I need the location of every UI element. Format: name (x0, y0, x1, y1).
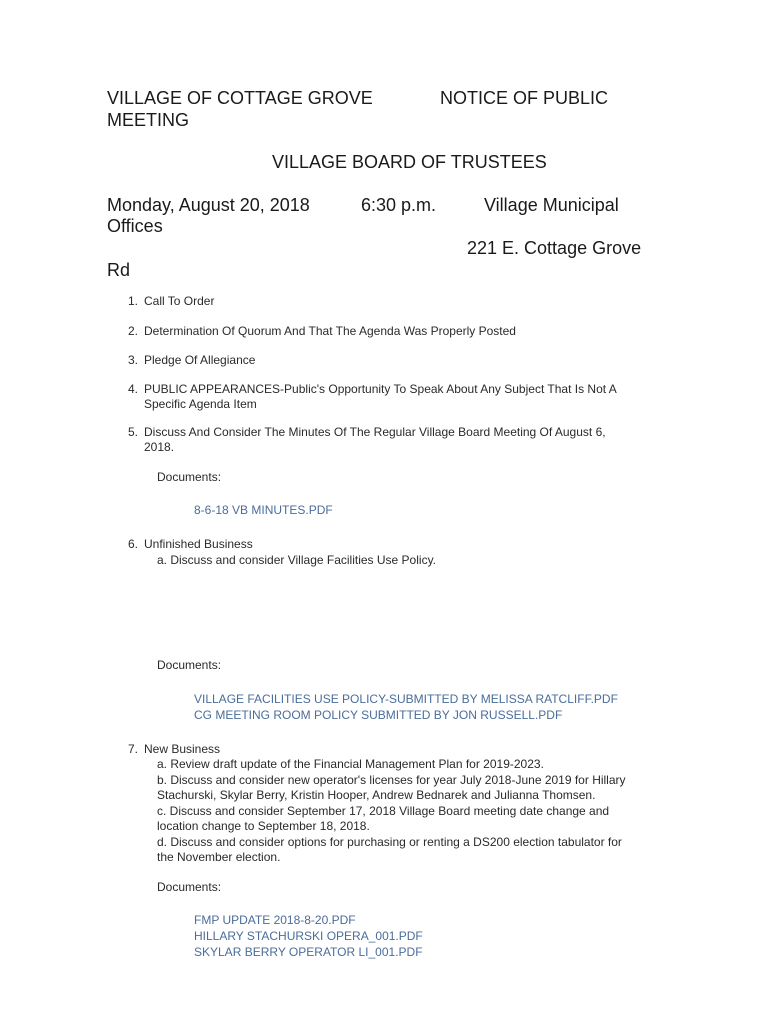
agenda-item-minutes-continued: 2018. (144, 440, 175, 454)
meeting-location-continued: Offices (107, 216, 163, 236)
document-link[interactable]: VILLAGE FACILITIES USE POLICY-SUBMITTED BY MELISSA RATCLIFF.PDF (194, 692, 618, 706)
agenda-item-number: 1. (127, 294, 138, 308)
documents-label: Documents: (157, 880, 222, 894)
agenda-item-number: 7. (127, 742, 138, 756)
agenda-item-minutes: Discuss And Consider The Minutes Of The Regular Village Board Meeting Of August 6, (144, 425, 606, 439)
agenda-item-number: 4. (127, 382, 138, 396)
agenda-subitem-line: a. Review draft update of the Financial Management Plan for 2019-2023. (157, 757, 544, 771)
village-name: VILLAGE OF COTTAGE GROVE (107, 88, 373, 108)
notice-title-continued: MEETING (107, 110, 190, 130)
agenda-subitem-line: the November election. (157, 850, 281, 864)
agenda-item-new-business: New Business (144, 742, 221, 756)
agenda-subitem-line: d. Discuss and consider options for purchasing or renting a DS200 election tabulator for (157, 834, 622, 849)
agenda-item-unfinished-business: Unfinished Business (144, 537, 253, 551)
notice-title: NOTICE OF PUBLIC (440, 88, 609, 108)
agenda-item-public-appearances-continued: Specific Agenda Item (144, 397, 257, 411)
documents-label: Documents: (157, 470, 222, 484)
document-link[interactable]: 8-6-18 VB MINUTES.PDF (194, 503, 333, 517)
agenda-subitems-new-business (157, 757, 626, 866)
document-link[interactable]: SKYLAR BERRY OPERATOR LI_001.PDF (194, 945, 423, 959)
document-link[interactable]: FMP UPDATE 2018-8-20.PDF (194, 913, 356, 927)
agenda-subitem-line: c. Discuss and consider September 17, 2018 Village Board meeting date change and (157, 803, 610, 818)
meeting-time: 6:30 p.m. (361, 195, 437, 215)
agenda-item-quorum: Determination Of Quorum And That The Agenda Was Properly Posted (144, 324, 516, 338)
agenda-item-number: 5. (127, 425, 138, 439)
meeting-address: 221 E. Cottage Grove (467, 238, 642, 258)
meeting-date: Monday, August 20, 2018 (107, 195, 310, 215)
meeting-location: Village Municipal (484, 195, 619, 215)
agenda-item-number: 2. (127, 324, 138, 338)
board-title: VILLAGE BOARD OF TRUSTEES (272, 152, 547, 172)
document-link[interactable]: CG MEETING ROOM POLICY SUBMITTED BY JON RUSSELL.PDF (194, 708, 563, 722)
agenda-subitem-line: location change to September 18, 2018. (157, 819, 370, 833)
meeting-address-continued: Rd (107, 260, 131, 280)
agenda-subitem-line: b. Discuss and consider new operator's licenses for year July 2018-June 2019 for Hillary (157, 772, 626, 787)
agenda-item-call-to-order: Call To Order (144, 294, 215, 308)
agenda-item-number: 6. (127, 537, 138, 551)
agenda-subitem-line: Stachurski, Skylar Berry, Kristin Hooper, Andrew Bednarek and Julianna Thomsen. (157, 788, 596, 802)
agenda-item-number: 3. (127, 353, 138, 367)
documents-label: Documents: (157, 658, 222, 672)
agenda-item-public-appearances: PUBLIC APPEARANCES-Public's Opportunity To Speak About Any Subject That Is Not A (144, 382, 617, 396)
document-link[interactable]: HILLARY STACHURSKI OPERA_001.PDF (194, 929, 423, 943)
agenda-item-pledge: Pledge Of Allegiance (144, 353, 256, 367)
agenda-subitem-facilities-policy: a. Discuss and consider Village Facilities Use Policy. (157, 553, 437, 567)
